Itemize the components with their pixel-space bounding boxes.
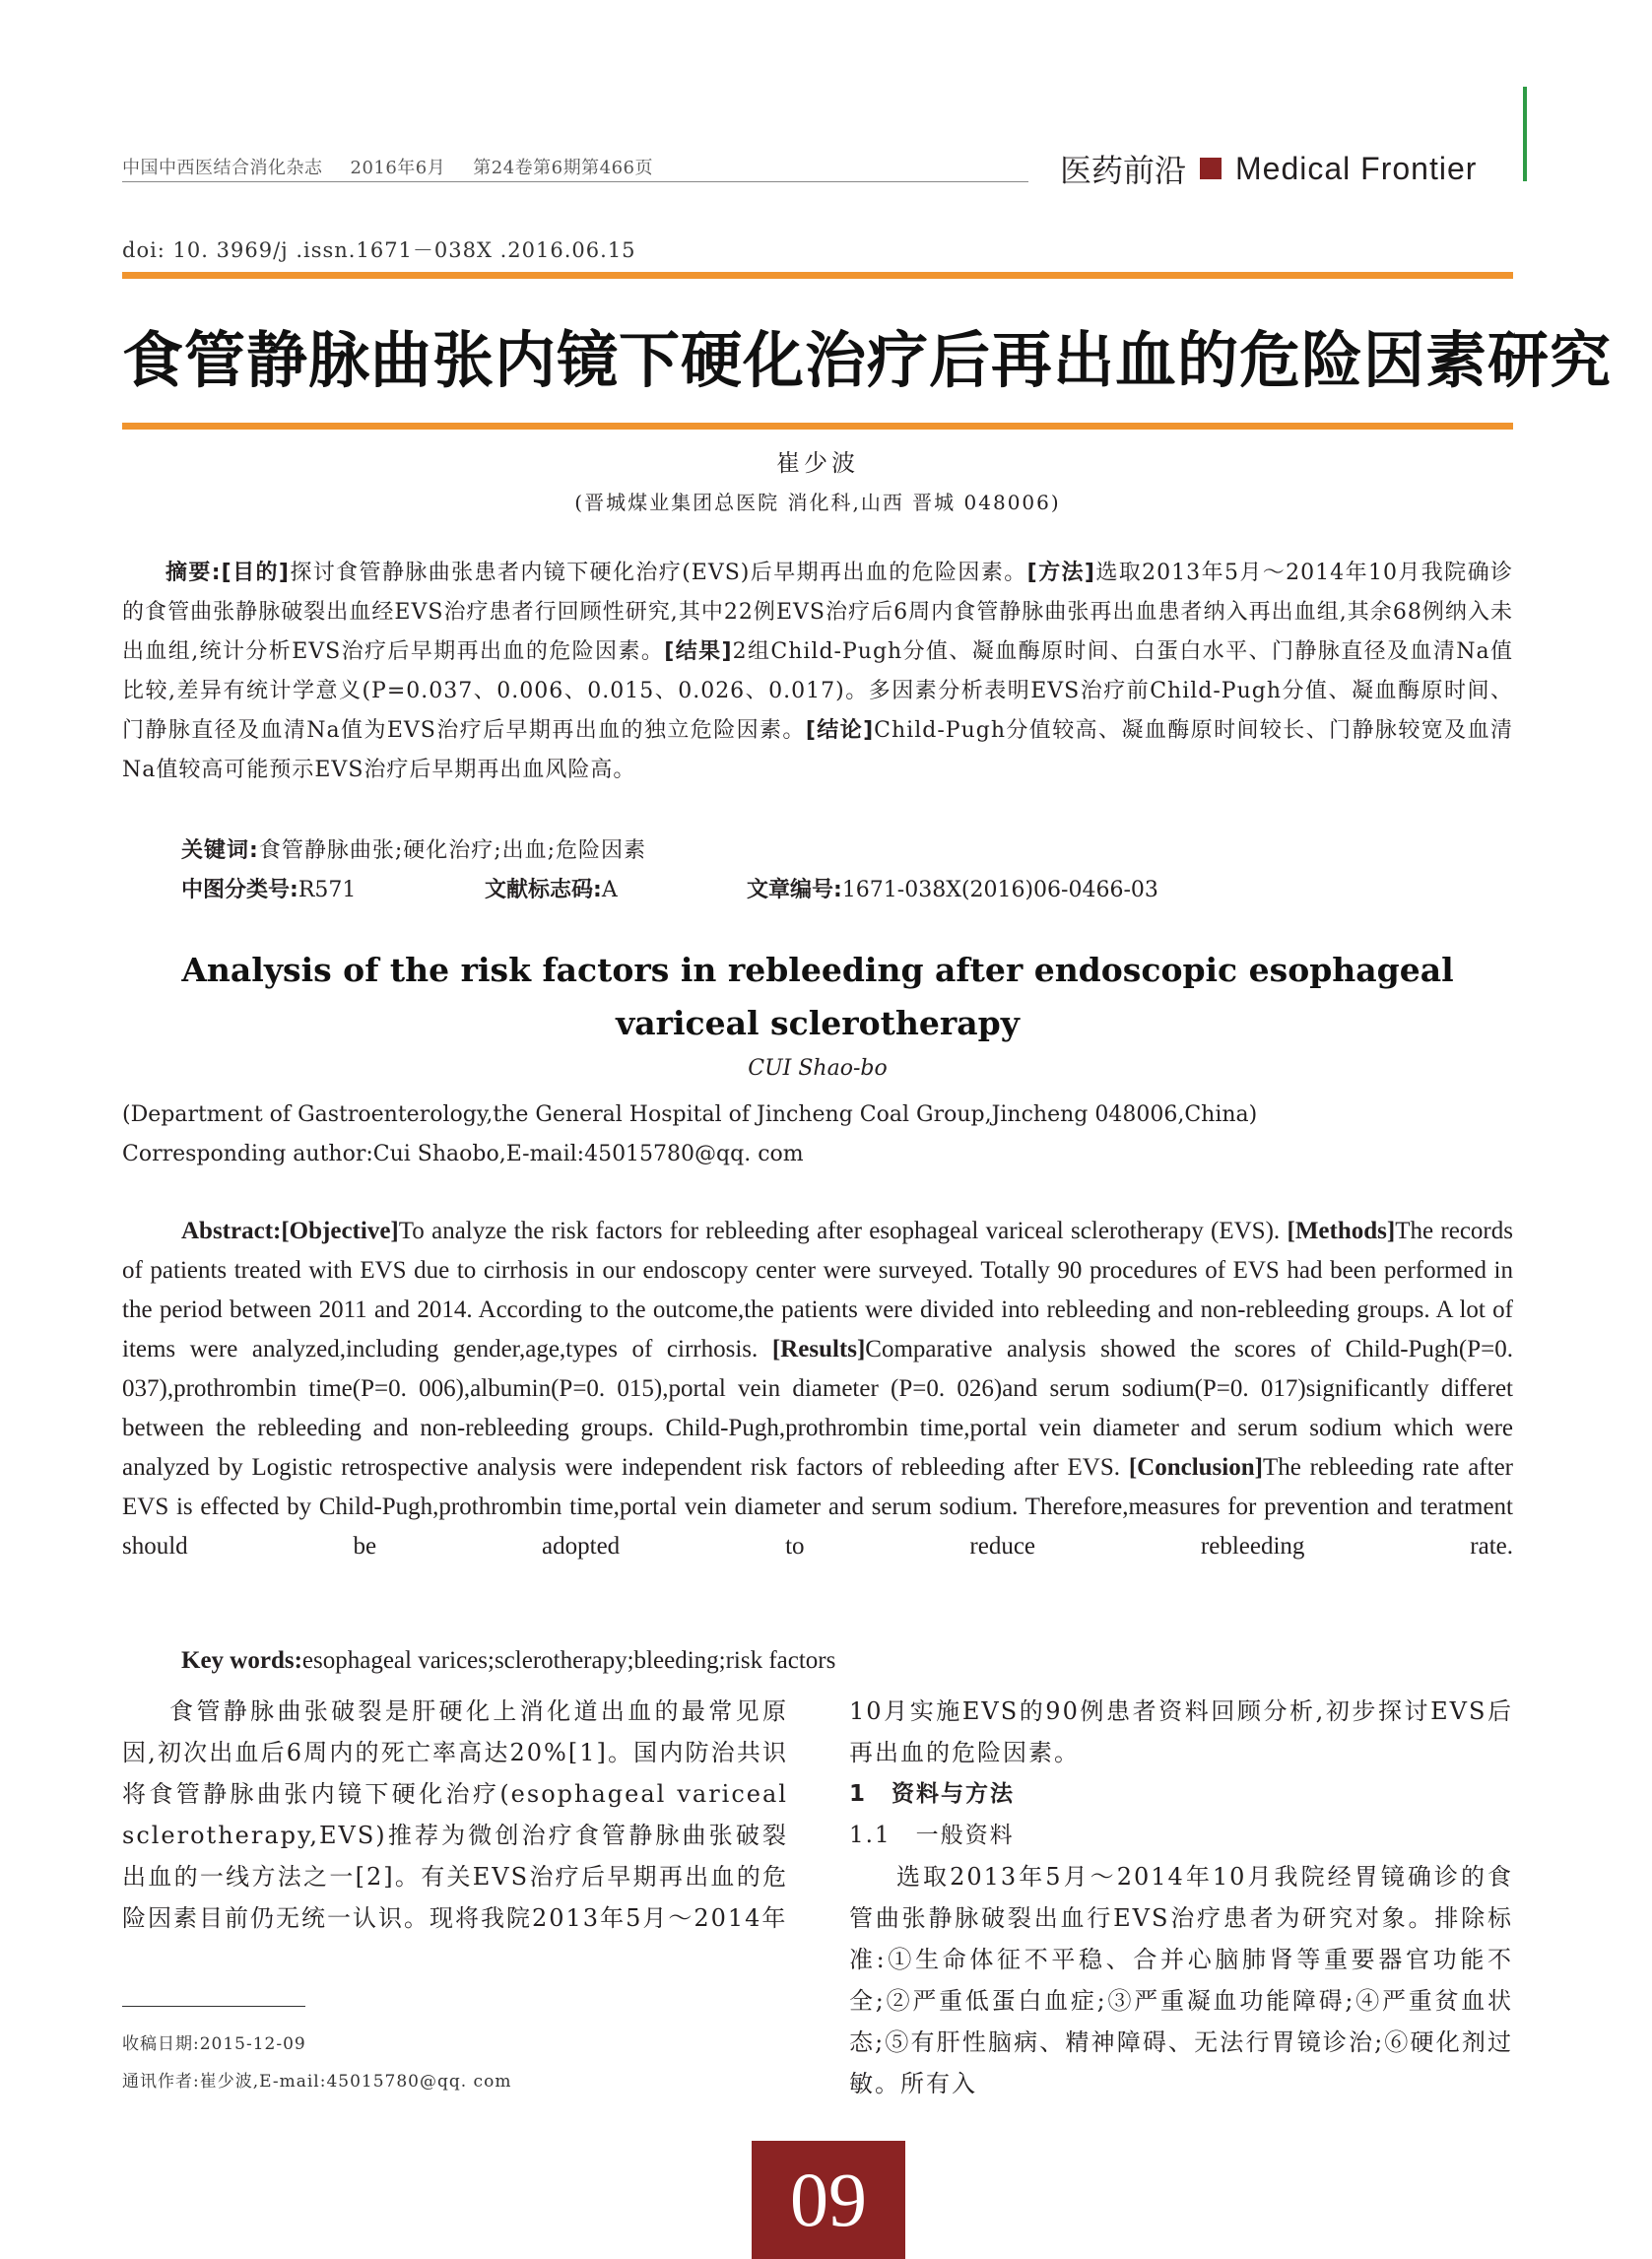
article-no-value: 1671-038X(2016)06-0466-03 (841, 878, 1158, 902)
objective-label-en: [Objective] (281, 1218, 399, 1244)
title-rule-top (122, 272, 1513, 279)
results-label-en: [Results] (771, 1336, 866, 1362)
clc-item (181, 873, 485, 903)
doc-code-value: A (601, 878, 618, 902)
received-date: 收稿日期:2015-12-09 (122, 2034, 306, 2054)
page-title-cn: 食管静脉曲张内镜下硬化治疗后再出血的危险因素研究 (122, 324, 1613, 396)
keywords-en-text: esophageal varices;sclerotherapy;bleeding;risk factors (301, 1647, 836, 1674)
keywords-en-label: Key words: (181, 1647, 302, 1674)
affiliation-en: (Department of Gastroenterology,the General Hospital of Jincheng Coal Group,Jincheng 048006,China) (122, 1102, 1258, 1127)
section-tag (1060, 146, 1477, 191)
doc-code-item (485, 873, 747, 903)
red-square-icon (1200, 158, 1222, 179)
title-rule-bottom (122, 423, 1513, 430)
affiliation-cn: (晋城煤业集团总医院 消化科,山西 晋城 048006) (574, 491, 1061, 514)
footnote-divider (122, 2006, 305, 2007)
clc-label: 中图分类号: (181, 878, 298, 902)
affiliation-en-block (122, 1096, 1257, 1174)
body-right-column (849, 1691, 1513, 2104)
keywords-en (181, 1647, 835, 1675)
side-accent-bar (1523, 87, 1527, 181)
objective-label-cn: [目的] (221, 561, 290, 585)
conclusion-cn: Child-Pugh分值较高、凝血酶原时间较长、门静脉较宽及血清Na值较高可能预示EVS治疗后早期再出血风险高。 (122, 718, 1513, 782)
header-divider (122, 181, 1028, 182)
conclusion-label-en: [Conclusion] (1128, 1454, 1263, 1481)
abstract-en-label: Abstract: (181, 1218, 282, 1244)
results-cn: 2组Child-Pugh分值、凝血酶原时间、白蛋白水平、门静脉直径及血清Na值比较,差异有统计学意义(P=0.037、0.006、0.015、0.026、0.017)。多因素分析表明EVS治疗前Child-Pugh分值、凝血酶原时间、门静脉直径及血清Na值为EVS治疗后早期再出血的独立危险因素。 (122, 639, 1513, 743)
abstract-cn-label: 摘要: (165, 561, 222, 585)
section-tag-cn: 医药前沿 (1060, 153, 1187, 188)
intro-continued: 10月实施EVS的90例患者资料回顾分析,初步探讨EVS后再出血的危险因素。 (849, 1697, 1513, 1766)
classification-row (181, 873, 1158, 903)
page-number: 09 (752, 2141, 905, 2259)
journal-header (122, 154, 681, 179)
keywords-cn-text: 食管静脉曲张;硬化治疗;出血;危险因素 (258, 838, 647, 863)
page-title-en: Analysis of the risk factors in rebleeding after endoscopic esophageal variceal sclerotherapy (181, 951, 1454, 1042)
intro-paragraph: 食管静脉曲张破裂是肝硬化上消化道出血的最常见原因,初次出血后6周内的死亡率高达20%[1]。国内防治共识将食管静脉曲张内镜下硬化治疗(esophageal variceal sclerotherapy,EVS)推荐为微创治疗食管静脉曲张破裂出血的一线方法之一[2]。有关EVS治疗后早期再出血的危险因素目前仍无统一认识。现将我院2013年5月～2014年 (122, 1697, 788, 1932)
results-en: Comparative analysis showed the scores of Child-Pugh(P=0. 037),prothrombin time(P=0. 006),albumin(P=0. 015),portal vein diameter (P=0. 026)and serum sodium(P=0. 017)significantly differet between the rebleeding and non-rebleeding groups. Child-Pugh,prothrombin time,portal vein diameter and serum sodium which were analyzed by Logistic retrospective analysis were independent risk factors of rebleeding after EVS. (122, 1336, 1514, 1481)
section-heading-1: 1 资料与方法 (849, 1781, 1016, 1807)
corresponding-author-en: Corresponding author:Cui Shaobo,E-mail:45015780@qq. com (122, 1142, 804, 1166)
results-label-cn: [结果] (664, 639, 733, 664)
conclusion-en: The rebleeding rate after EVS is effected by Child-Pugh,prothrombin time,portal vein diameter and serum sodium. Therefore,measures for prevention and teratment should be adopted to reduce rebleeding rate. (122, 1454, 1514, 1560)
clc-value: R571 (297, 878, 357, 902)
issue-date: 2016年6月 (350, 158, 446, 178)
volume-info: 第24卷第6期第466页 (473, 158, 653, 178)
abstract-en (122, 1212, 1513, 1566)
body-left-column (122, 1691, 788, 1939)
journal-name: 中国中西医结合消化杂志 (122, 158, 323, 178)
author-cn: 崔少波 (776, 449, 859, 477)
section-tag-en: Medical Frontier (1235, 150, 1478, 186)
abstract-cn (122, 554, 1513, 790)
correspondence-note: 通讯作者:崔少波,E-mail:45015780@qq. com (122, 2072, 512, 2092)
doi-line: doi: 10. 3969/j .issn.1671－038X .2016.06.15 (122, 238, 636, 262)
general-data-paragraph: 选取2013年5月～2014年10月我院经胃镜确诊的食管曲张静脉破裂出血行EVS治疗患者为研究对象。排除标准:①生命体征不平稳、合并心脑肺肾等重要器官功能不全;②严重低蛋白血症;③严重凝血功能障碍;④严重贫血状态;⑤有肝性脑病、精神障碍、无法行胃镜诊治;⑥硬化剂过敏。所有入 (849, 1863, 1513, 2097)
conclusion-label-cn: [结论] (805, 718, 875, 743)
doc-code-label: 文献标志码: (485, 878, 602, 902)
methods-label-en: [Methods] (1287, 1218, 1396, 1244)
methods-cn: 选取2013年5月～2014年10月我院确诊的食管曲张静脉破裂出血经EVS治疗患者行回顾性研究,其中22例EVS治疗后6周内食管静脉曲张再出血患者纳入再出血组,其余68例纳入未出血组,统计分析EVS治疗后早期再出血的危险因素。 (122, 561, 1513, 664)
keywords-cn (181, 833, 646, 864)
objective-cn: 探讨食管静脉曲张患者内镜下硬化治疗(EVS)后早期再出血的危险因素。 (289, 561, 1027, 585)
author-en: CUI Shao-bo (748, 1056, 888, 1081)
methods-en: The records of patients treated with EVS due to cirrhosis in our endoscopy center were surveyed. Totally 90 procedures of EVS had been performed in the period between 2011 and 2014. According to the outcome,the patients were divided into rebleeding and non-rebleeding groups. A lot of items were analyzed,including gender,age,types of cirrhosis. (122, 1218, 1513, 1362)
keywords-cn-label: 关键词: (181, 838, 259, 863)
objective-en: To analyze the risk factors for rebleeding after esophageal variceal sclerotherapy (EVS). (398, 1218, 1281, 1244)
methods-label-cn: [方法] (1026, 561, 1095, 585)
article-no-label: 文章编号: (747, 878, 842, 902)
article-no-item (747, 873, 1158, 903)
section-heading-1-1: 1.1 一般资料 (849, 1823, 1015, 1848)
